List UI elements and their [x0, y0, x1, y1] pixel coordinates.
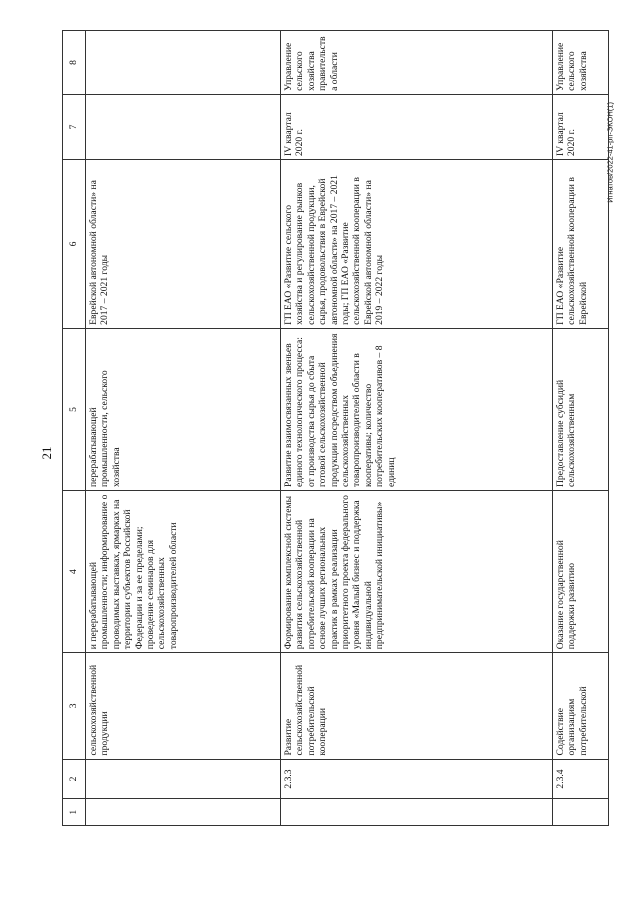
cell-number: 2.3.4	[553, 759, 609, 799]
col-header-7: 7	[63, 94, 86, 159]
cell-responsible: Управление сельского хозяйства правительства области	[281, 31, 553, 95]
cell-index	[281, 799, 553, 826]
table-row	[553, 31, 609, 826]
cell-program: ГП ЕАО «Развитие сельского хозяйства и регулирование рынков сельскохозяйственной продукции, сырья, продовольствия в Еврейской автономной области» на 2017 – 2021 годы; ГП ЕАО «Развитие сельскохозяйственной кооперации в Еврейской автономной области» на 2019 – 2022 годы	[281, 160, 553, 329]
col-header-3: 3	[63, 653, 86, 759]
page-number: 21	[39, 446, 54, 460]
col-header-5: 5	[63, 328, 86, 490]
cell-title: сельскохозяйственной продукции	[86, 653, 281, 759]
cell-program: Еврейской автономной области» на 2017 – 2021 годы	[86, 160, 281, 329]
table-row	[281, 31, 553, 826]
cell-result: Предоставление субсидий сельскохозяйственным	[553, 328, 609, 490]
col-header-6: 6	[63, 160, 86, 329]
plan-table	[62, 30, 609, 826]
cell-program: ГП ЕАО «Развитие сельскохозяйственной кооперации в Еврейской	[553, 160, 609, 329]
cell-index	[553, 799, 609, 826]
cell-measure: Формирование комплексной системы развития сельскохозяйственной потребительской кооперации на основе лучших региональных практик в рамках реализации приоритетного проекта федерального уровня «Малый бизнес и поддержка индивидуальной предпринимательской инициативы»	[281, 491, 553, 653]
cell-deadline	[86, 94, 281, 159]
cell-responsible	[86, 31, 281, 95]
cell-title: Содействие организациям потребительской	[553, 653, 609, 759]
cell-number	[86, 759, 281, 799]
cell-result: Развитие взаимосвязанных звеньев единого технологического процесса: от производства сырья до сбыта готовой сельскохозяйственной продукции посредством объединения сельскохозяйственных товаропроизводителей области в кооперативы; количество потребительских кооперативов – 8 единиц	[281, 328, 553, 490]
cell-measure: и перерабатывающей промышленности; информирование о проводимых выставках, ярмарках на территории субъектов Российской Федерации и за ее пределами; проведение семинаров для сельскохозяйственных товаропроизводителей области	[86, 491, 281, 653]
column-number-row	[63, 31, 86, 826]
cell-index	[86, 799, 281, 826]
col-header-2: 2	[63, 759, 86, 799]
cell-result: перерабатывающей промышленности, сельского хозяйства	[86, 328, 281, 490]
col-header-8: 8	[63, 31, 86, 95]
col-header-1: 1	[63, 799, 86, 826]
document-signature-line: Игнатов/2022-41-рп-ЭКОН(1)	[605, 102, 615, 203]
cell-deadline: IV квартал 2020 г.	[281, 94, 553, 159]
table-row	[86, 31, 281, 826]
table-frame	[62, 30, 589, 826]
col-header-4: 4	[63, 491, 86, 653]
cell-deadline: IV квартал 2020 г.	[553, 94, 609, 159]
cell-number: 2.3.3	[281, 759, 553, 799]
cell-title: Развитие сельскохозяйственной потребительской кооперации	[281, 653, 553, 759]
cell-measure: Оказание государственной поддержки развитию	[553, 491, 609, 653]
cell-responsible: Управление сельского хозяйства	[553, 31, 609, 95]
